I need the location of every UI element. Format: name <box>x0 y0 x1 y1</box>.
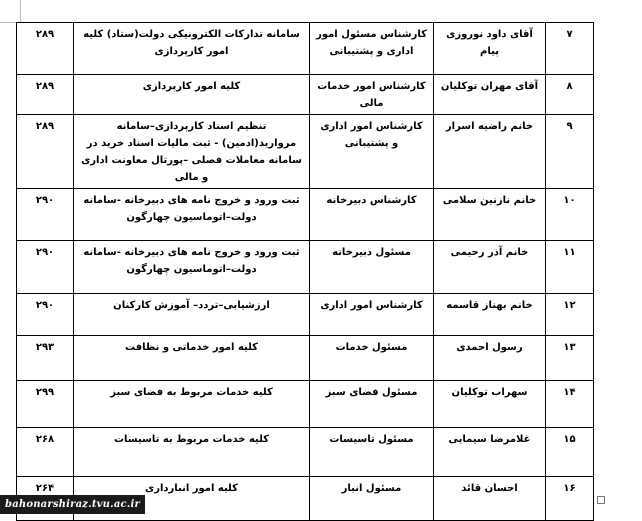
site-watermark: bahonarshiraz.tvu.ac.ir <box>0 495 145 514</box>
table-row <box>17 241 594 294</box>
employee-name: خانم بهناز قاسمه <box>434 294 546 336</box>
employee-name: آقای مهران توکلیان <box>434 75 546 115</box>
row-index: ۱۴ <box>546 381 594 428</box>
table-row <box>17 189 594 241</box>
row-index: ۷ <box>546 23 594 75</box>
job-title: مسئول انبار <box>310 477 434 521</box>
job-title: کارشناس امور اداری و پشتیبانی <box>310 115 434 189</box>
employee-name: خانم راضیه اسرار <box>434 115 546 189</box>
phone-extension: ۲۹۳ <box>17 336 74 381</box>
staff-table-body <box>17 23 594 521</box>
employee-name: غلامرضا سیمایی <box>434 428 546 477</box>
row-index: ۱۱ <box>546 241 594 294</box>
row-index: ۱۲ <box>546 294 594 336</box>
table-row <box>17 115 594 189</box>
job-title: کارشناس مسئول امور اداری و پشتیبانی <box>310 23 434 75</box>
job-title: مسئول خدمات <box>310 336 434 381</box>
row-index: ۹ <box>546 115 594 189</box>
employee-name: آقای داود نوروزی پیام <box>434 23 546 75</box>
job-title: کارشناس امور اداری <box>310 294 434 336</box>
job-duties: کلیه خدمات مربوط به تاسیسات <box>74 428 310 477</box>
job-title: مسئول دبیرخانه <box>310 241 434 294</box>
table-row <box>17 294 594 336</box>
employee-name: خانم نازنین سلامی <box>434 189 546 241</box>
job-duties: تنظیم اسناد کارپردازی–سامانه مروارید(ادمین) - ثبت مالیات اسناد خرید در سامانه معاملات فصلی –پورتال معاونت اداری و مالی <box>74 115 310 189</box>
phone-extension: ۲۸۹ <box>17 23 74 75</box>
job-title: مسئول فضای سبز <box>310 381 434 428</box>
table-row <box>17 23 594 75</box>
employee-name: خانم آذر رحیمی <box>434 241 546 294</box>
job-duties: سامانه تدارکات الکترونیکی دولت(ستاد) کلیه امور کارپردازی <box>74 23 310 75</box>
phone-extension: ۲۶۸ <box>17 428 74 477</box>
row-index: ۱۳ <box>546 336 594 381</box>
phone-extension: ۲۹۹ <box>17 381 74 428</box>
employee-name: رسول احمدی <box>434 336 546 381</box>
row-index: ۱۰ <box>546 189 594 241</box>
job-duties: ارزشیابی–تردد– آموزش کارکنان <box>74 294 310 336</box>
table-row <box>17 381 594 428</box>
employee-name: سهراب توکلیان <box>434 381 546 428</box>
phone-extension: ۲۶۴ <box>17 477 74 521</box>
row-index: ۸ <box>546 75 594 115</box>
staff-table <box>16 22 594 521</box>
employee-name: احسان قائد <box>434 477 546 521</box>
job-duties: ثبت ورود و خروج نامه های دبیرخانه -سامانه دولت–اتوماسیون چهارگون <box>74 241 310 294</box>
page-corner-mark <box>20 0 21 22</box>
phone-extension: ۲۸۹ <box>17 115 74 189</box>
job-duties: کلیه خدمات مربوط به فضای سبز <box>74 381 310 428</box>
table-row <box>17 428 594 477</box>
page-corner-box <box>597 496 605 504</box>
table-row <box>17 336 594 381</box>
row-index: ۱۵ <box>546 428 594 477</box>
phone-extension: ۲۸۹ <box>17 75 74 115</box>
row-index: ۱۶ <box>546 477 594 521</box>
job-title: کارشناس دبیرخانه <box>310 189 434 241</box>
table-row <box>17 75 594 115</box>
job-duties: کلیه امور انبارداری <box>74 477 310 521</box>
job-duties: کلیه امور کارپردازی <box>74 75 310 115</box>
phone-extension: ۲۹۰ <box>17 189 74 241</box>
phone-extension: ۲۹۰ <box>17 294 74 336</box>
job-title: مسئول تاسیسات <box>310 428 434 477</box>
job-duties: کلیه امور خدماتی و نظافت <box>74 336 310 381</box>
job-duties: ثبت ورود و خروج نامه های دبیرخانه -سامانه دولت–اتوماسیون چهارگون <box>74 189 310 241</box>
phone-extension: ۲۹۰ <box>17 241 74 294</box>
job-title: کارشناس امور خدمات مالی <box>310 75 434 115</box>
